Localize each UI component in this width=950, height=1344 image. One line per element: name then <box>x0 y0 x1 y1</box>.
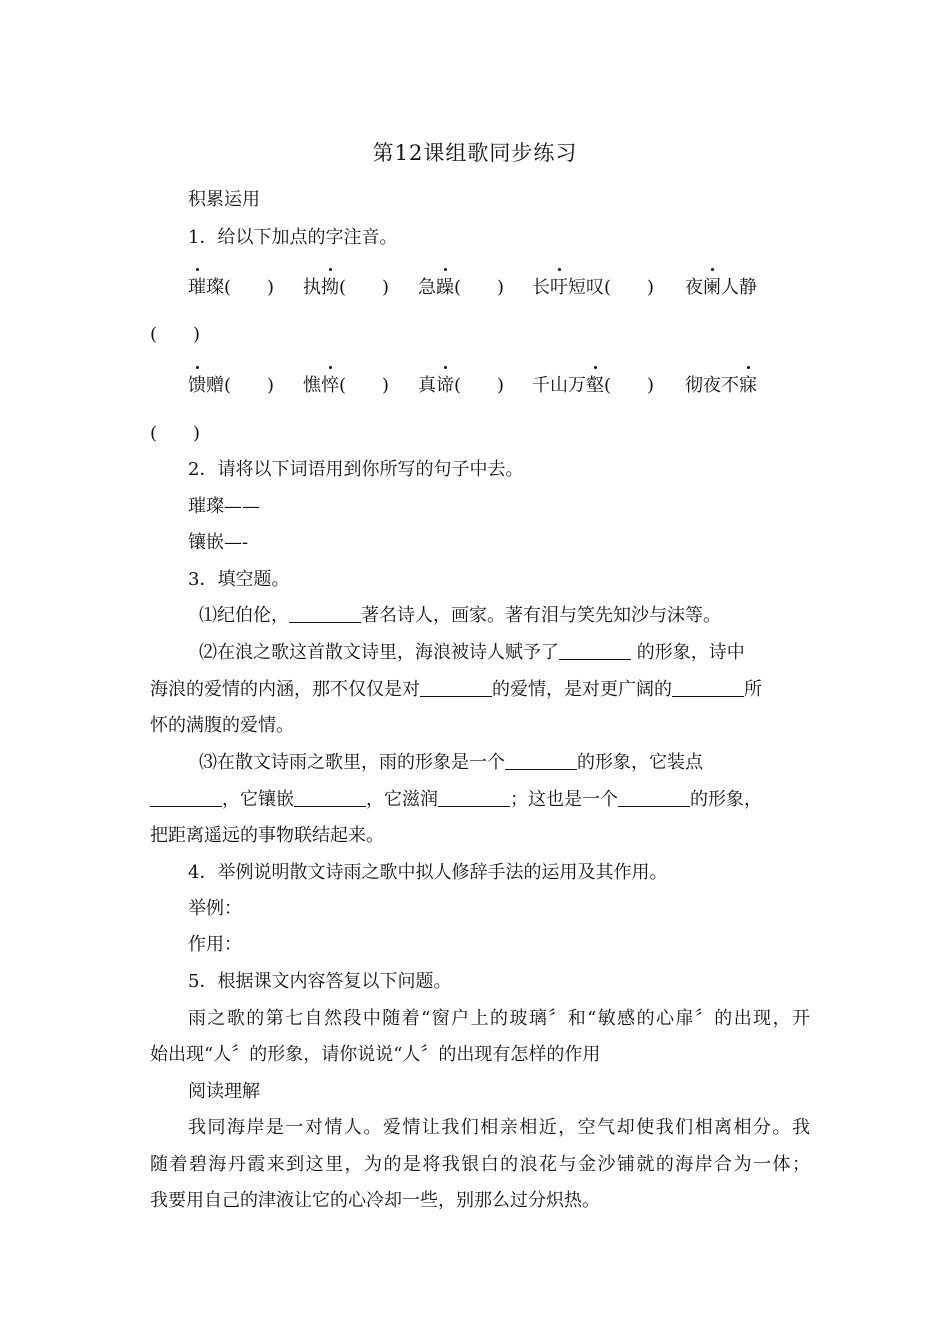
question-3-item-2-line-3: 怀的满腹的爱情。 <box>150 715 294 736</box>
text-segment: ⑶在散文诗雨之歌里，雨的形象是一个 <box>199 752 505 773</box>
text-segment: ，它镶嵌 <box>222 789 294 810</box>
section-heading-reading: 阅读理解 <box>188 1081 260 1102</box>
question-2-word-2: 镶嵌—- <box>188 532 249 553</box>
question-3-item-2-line-2 <box>150 678 810 702</box>
text-segment: 的形象，诗中 <box>631 642 745 663</box>
reading-passage-line-3: 我要用自己的津液让它的心冷却一些，别那么过分炽热。 <box>150 1190 600 1211</box>
answer-blank[interactable] <box>559 641 631 660</box>
question-3-item-3-line-3: 把距离遥远的事物联结起来。 <box>150 825 384 846</box>
question-5-line-1: 雨之歌的第七自然段中随着“窗户上的玻璃〞和“敏感的心扉〞的出现，开 <box>188 1008 810 1029</box>
text-segment: ，它滋润 <box>366 789 438 810</box>
question-2-prompt: 2．请将以下词语用到你所写的句子中去。 <box>188 459 524 480</box>
text-segment: ⑴纪伯伦， <box>199 605 289 626</box>
pinyin-row-2-tail: ( ) <box>150 423 201 444</box>
answer-blank[interactable] <box>420 678 492 697</box>
reading-passage-line-1: 我同海岸是一对情人。爱情让我们相亲相近，空气却使我们相离相分。我 <box>188 1117 810 1138</box>
text-segment: ⑵在浪之歌这首散文诗里，海浪被诗人赋予了 <box>199 642 559 663</box>
pinyin-item: 真谛( ) <box>418 375 505 396</box>
pinyin-item: 憔悴( ) <box>303 375 390 396</box>
answer-blank[interactable] <box>294 788 366 807</box>
question-5-line-2: 始出现“人〞的形象，请你说说“人〞的出现有怎样的作用 <box>150 1044 601 1065</box>
pinyin-item: 长吁短叹( ) <box>532 277 655 298</box>
answer-blank[interactable] <box>289 604 361 623</box>
text-segment: 著名诗人，画家。著有泪与笑先知沙与沫等。 <box>361 605 721 626</box>
answer-blank[interactable] <box>438 788 510 807</box>
question-3-item-1 <box>199 604 810 628</box>
section-heading-accumulation: 积累运用 <box>188 189 260 210</box>
pinyin-row-1-tail: ( ) <box>150 324 201 345</box>
pinyin-item: 千山万壑( ) <box>532 375 655 396</box>
question-3-prompt: 3．填空题。 <box>188 569 290 590</box>
question-1-prompt: 1．给以下加点的字注音。 <box>188 227 398 248</box>
text-segment: 的形象， <box>690 789 762 810</box>
answer-blank[interactable] <box>672 678 744 697</box>
pinyin-item: 急躁( ) <box>418 277 505 298</box>
pinyin-item: 馈赠( ) <box>188 375 275 396</box>
text-segment: 所 <box>744 679 762 700</box>
question-3-item-2-line-1 <box>199 641 810 665</box>
pinyin-item: 璀璨( ) <box>188 277 275 298</box>
question-5-prompt: 5．根据课文内容答复以下问题。 <box>188 971 452 992</box>
question-4-example-label: 举例： <box>188 898 242 919</box>
question-3-item-3-line-1 <box>199 751 810 775</box>
question-2-word-1: 璀璨—— <box>188 496 260 517</box>
text-segment: 的形象，它装点 <box>577 752 703 773</box>
answer-blank[interactable] <box>505 751 577 770</box>
question-4-prompt: 4．举例说明散文诗雨之歌中拟人修辞手法的运用及其作用。 <box>188 862 668 883</box>
text-segment: 海浪的爱情的内涵，那不仅仅是对 <box>150 679 420 700</box>
question-4-effect-label: 作用： <box>188 934 242 955</box>
text-segment: ；这也是一个 <box>510 789 618 810</box>
answer-blank[interactable] <box>150 788 222 807</box>
page-title: 第12课组歌同步练习 <box>372 141 578 165</box>
pinyin-item: 彻夜不寐 <box>685 375 757 396</box>
pinyin-item: 夜阑人静 <box>685 277 757 298</box>
question-3-item-3-line-2 <box>150 788 810 812</box>
reading-passage-line-2: 随着碧海丹霞来到这里，为的是将我银白的浪花与金沙铺就的海岸合为一体； <box>150 1154 810 1175</box>
answer-blank[interactable] <box>618 788 690 807</box>
pinyin-item: 执拗( ) <box>303 277 390 298</box>
text-segment: 的爱情，是对更广阔的 <box>492 679 672 700</box>
